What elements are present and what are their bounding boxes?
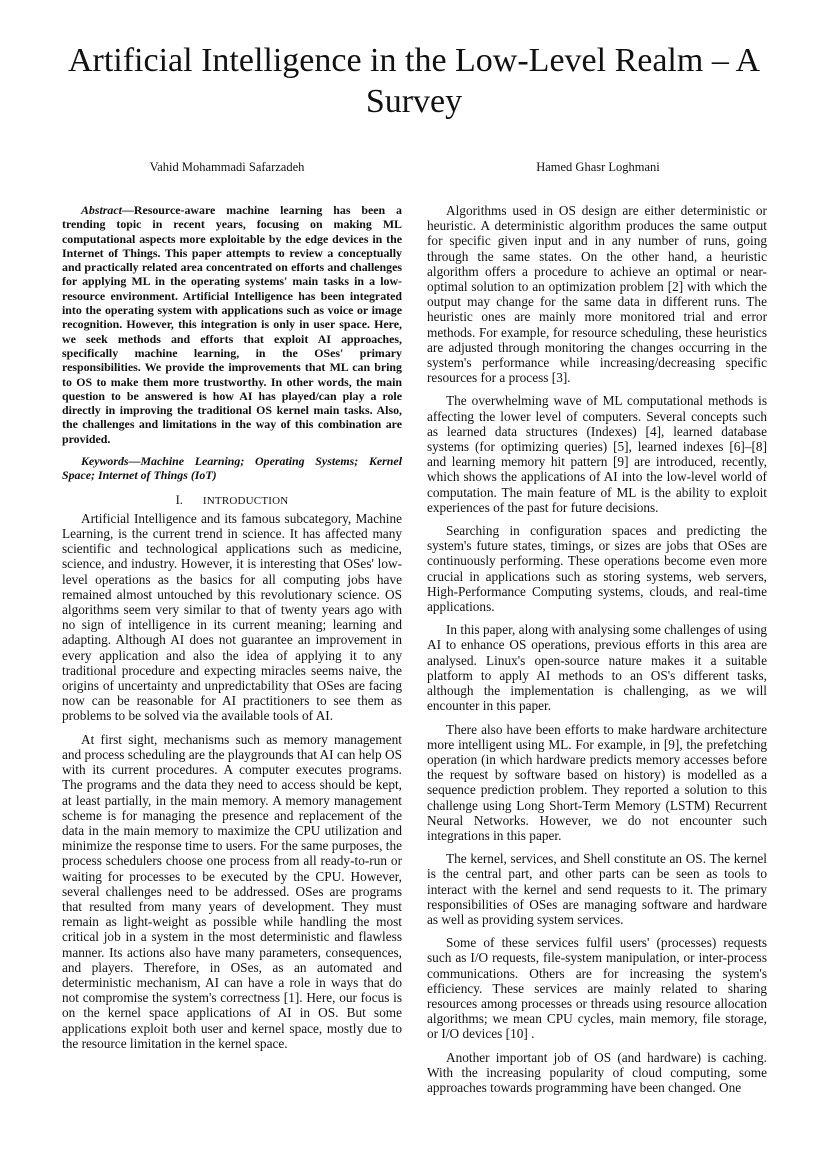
keywords: Keywords—Machine Learning; Operating Systems; Kernel Space; Internet of Things (IoT) [62, 454, 402, 483]
right-column [427, 203, 767, 1103]
body-paragraph: There also have been efforts to make hardware architecture more intelligent using ML. For example, in [9], the prefetching operation (in which hardware predicts memory accesses before the request by software based on history) is modelled as a sequence prediction problem. They reported a solution to this challenge using Long Short-Term Memory (LSTM) Recurrent Neural Networks. However, we do not encounter such integrations in this paper. [427, 721, 767, 843]
abstract [62, 203, 402, 446]
body-paragraph: Searching in configuration spaces and predicting the system's future states, timings, or sizes are jobs that OSes are continuously performing. These operations become even more crucial in applications such as storing systems, web servers, High-Performance Computing systems, clouds, and real-time applications. [427, 523, 767, 615]
body-paragraph: Artificial Intelligence and its famous subcategory, Machine Learning, is the current trend in science. It has affected many scientific and technological applications such as medicine, science, and industry. However, it is interesting that OSes' low-level operations as the basics for all computing jobs have remained almost untouched by this revolutionary science. OS algorithms seem very similar to that of twenty years ago with no sign of intelligence in its current meaning; learning and adapting. Although AI does not guarantee an improvement in every application and also the idea of applying it to any traditional procedure and expecting miracles seems naive, the origins of uncertainty and unpredictability that OSes are facing now can be reasonable for AI practitioners to see them as problems to be solved via the available tools of AI. [62, 510, 402, 724]
author-name: Vahid Mohammadi Safarzadeh [149, 160, 305, 174]
body-paragraph: Algorithms used in OS design are either deterministic or heuristic. A deterministic algorithm produces the same output for specific given input and in any number of runs, going through the same states. On the other hand, a heuristic algorithm offers a procedure to achieve an optimal or near-optimal solution to an optimization problem [2] with which the output may change for the same data in different runs. The heuristic ones are mainly more monitored trial and error methods. For example, for resource scheduling, these heuristics are adjusted through monitoring the changes occurring in the system's performance while increasing/decreasing specific resources for a process [3]. [427, 203, 767, 386]
abstract-label: Abstract— [81, 203, 134, 217]
body-paragraph: Some of these services fulfil users' (processes) requests such as I/O requests, file-system manipulation, or inter-process communications. Others are for increasing the system's efficiency. These services are mainly related to sharing resources among processes or threads using resource allocation algorithms; we mean CPU cycles, main memory, file storage, or I/O devices [10] . [427, 935, 767, 1042]
section-title: INTRODUCTION [202, 494, 289, 507]
section-number: I. [175, 492, 183, 507]
abstract-text: Resource-aware machine learning has been a trending topic in recent years, focusing on making ML computational aspects more exploitable by the edge devices in the Internet of Things. This paper attempts to review a conceptually and practically related area concentrated on efforts and challenges for applying ML in the operating systems' main tasks in a low-resource environment. Artificial Intelligence has been integrated into the operating system with applications such as voice or image recognition. However, this integration is only in user space. Here, we seek methods and efforts that exploit AI approaches, specifically machine learning, in the OSes' primary responsibilities. We provide the improvements that ML can bring to OS to make them more trustworthy. In other words, the main question to be answered is how AI has played/can play a role directly in improving the traditional OS kernel main tasks. Also, the challenges and limitations in the way of this combination are provided. [62, 203, 402, 446]
body-paragraph: Another important job of OS (and hardware) is caching. With the increasing popularity of cloud computing, some approaches towards programming have been changed. One [427, 1049, 767, 1095]
body-paragraph: The kernel, services, and Shell constitute an OS. The kernel is the central part, and other parts can be seen as tools to interact with the kernel and send requests to it. The primary responsibilities of OSes are managing software and hardware as well as providing system services. [427, 851, 767, 927]
body-paragraph: The overwhelming wave of ML computational methods is affecting the lower level of computers. Several concepts such as learned data structures (Indexes) [4], learned database systems (for optimizing queries) [5], learned indexes [6]–[8] and learning memory hit pattern [9] are introduced, recently, which shows the applications of AI into the low-level world of computation. The main feature of ML is the ability to exploit experiences of the past for future decisions. [427, 393, 767, 515]
body-paragraph: In this paper, along with analysing some challenges of using AI to enhance OS operations, previous efforts in this area are analysed. Linux's open-source nature makes it a suitable platform to apply AI methods to an OS's different tasks, although the implementation is challenging, as we will encounter in this paper. [427, 622, 767, 714]
left-column [62, 203, 402, 1059]
author-name: Hamed Ghasr Loghmani [536, 160, 660, 174]
section-heading [62, 493, 402, 509]
paper-title: Artificial Intelligence in the Low-Level Realm – A Survey [67, 42, 761, 120]
body-paragraph: At first sight, mechanisms such as memory management and process scheduling are the playgrounds that AI can help OS with its current procedures. A computer executes programs. The programs and the data they need to access should be kept, at least partially, in the main memory. A memory management scheme is for managing the presence and replacement of the data in the main memory to maximize the CPU utilization and minimize the response time to users. For the same purposes, the process schedulers choose one process from all ready-to-run or waiting for processes to be executed by the CPU. However, several challenges need to be addressed. OSes are programs that resulted from many years of development. They must remain as light-weight as possible while handling the most critical job in a system in the most deterministic and flawless manner. Its actions also have many parameters, consequences, and players. Therefore, in OSes, as an automated and deterministic mechanism, AI can have a role in ways that do not compromise the system's correctness [1]. Here, our focus is on the kernel space applications of AI in OS. But some applications exploit both user and kernel space, mostly due to the resource limitation in the kernel space. [62, 731, 402, 1051]
